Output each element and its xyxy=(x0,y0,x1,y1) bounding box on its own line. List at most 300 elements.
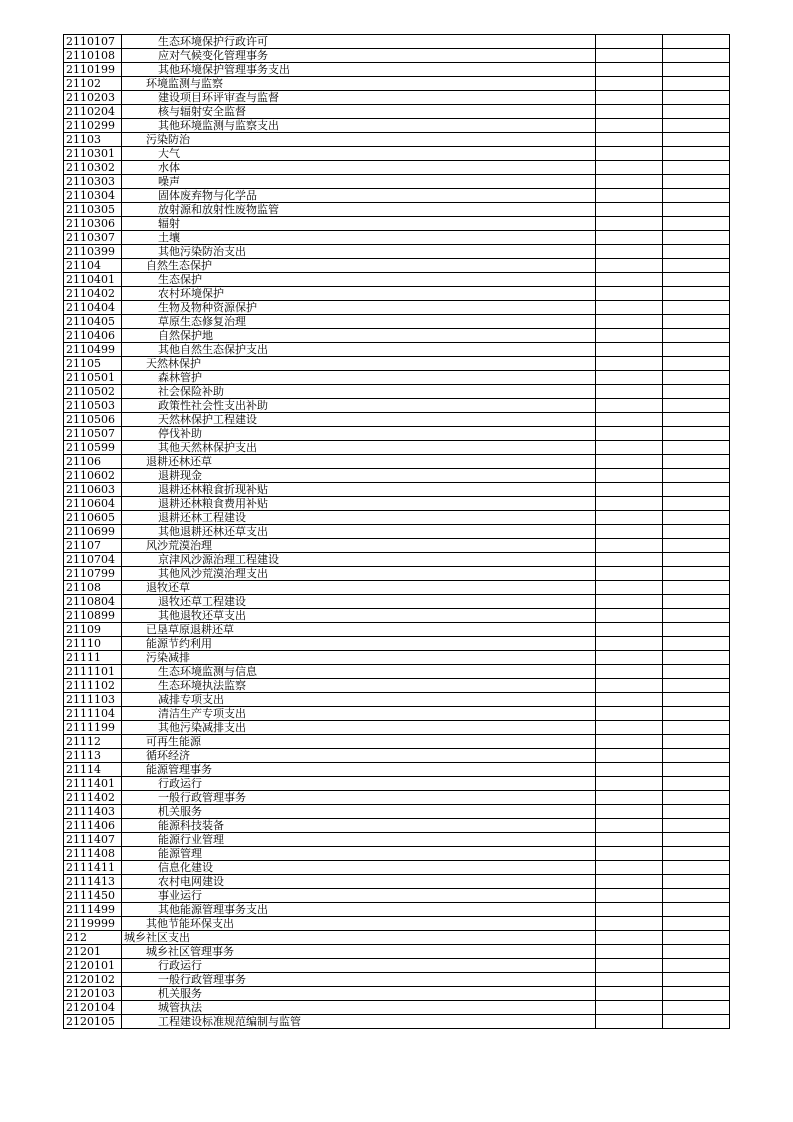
table-row xyxy=(64,105,730,119)
subject-code-cell: 21107 xyxy=(64,539,122,553)
amount-cell xyxy=(596,273,663,287)
table-row xyxy=(64,707,730,721)
amount-cell xyxy=(596,847,663,861)
table-row xyxy=(64,511,730,525)
subject-code-cell: 2111450 xyxy=(64,889,122,903)
table-row xyxy=(64,231,730,245)
note-cell xyxy=(663,63,730,77)
subject-name-cell: 事业运行 xyxy=(122,889,596,903)
note-cell xyxy=(663,35,730,49)
subject-name-cell: 退耕还林粮食折现补贴 xyxy=(122,483,596,497)
subject-name-cell: 其他风沙荒漠治理支出 xyxy=(122,567,596,581)
subject-code-cell: 2120103 xyxy=(64,987,122,1001)
table-row xyxy=(64,469,730,483)
amount-cell xyxy=(596,693,663,707)
subject-code-cell: 21106 xyxy=(64,455,122,469)
note-cell xyxy=(663,427,730,441)
amount-cell xyxy=(596,497,663,511)
subject-code-cell: 21111 xyxy=(64,651,122,665)
note-cell xyxy=(663,581,730,595)
subject-name-cell: 建设项目环评审查与监督 xyxy=(122,91,596,105)
amount-cell xyxy=(596,889,663,903)
amount-cell xyxy=(596,973,663,987)
note-cell xyxy=(663,161,730,175)
subject-name-cell: 污染防治 xyxy=(122,133,596,147)
table-row xyxy=(64,833,730,847)
note-cell xyxy=(663,133,730,147)
amount-cell xyxy=(596,133,663,147)
table-row xyxy=(64,287,730,301)
table-row xyxy=(64,637,730,651)
amount-cell xyxy=(596,189,663,203)
subject-code-cell: 2119999 xyxy=(64,917,122,931)
note-cell xyxy=(663,301,730,315)
table-row xyxy=(64,357,730,371)
note-cell xyxy=(663,609,730,623)
note-cell xyxy=(663,329,730,343)
subject-name-cell: 退耕还林工程建设 xyxy=(122,511,596,525)
table-row xyxy=(64,371,730,385)
amount-cell xyxy=(596,651,663,665)
note-cell xyxy=(663,987,730,1001)
note-cell xyxy=(663,861,730,875)
note-cell xyxy=(663,637,730,651)
subject-code-cell: 21108 xyxy=(64,581,122,595)
note-cell xyxy=(663,959,730,973)
subject-name-cell: 能源节约利用 xyxy=(122,637,596,651)
subject-code-cell: 21110 xyxy=(64,637,122,651)
subject-code-cell: 2111411 xyxy=(64,861,122,875)
subject-name-cell: 能源管理 xyxy=(122,847,596,861)
subject-name-cell: 生态环境监测与信息 xyxy=(122,665,596,679)
subject-name-cell: 能源管理事务 xyxy=(122,763,596,777)
subject-name-cell: 其他环境保护管理事务支出 xyxy=(122,63,596,77)
table-row xyxy=(64,147,730,161)
subject-code-cell: 21113 xyxy=(64,749,122,763)
amount-cell xyxy=(596,735,663,749)
subject-name-cell: 放射源和放射性废物监管 xyxy=(122,203,596,217)
subject-name-cell: 森林管护 xyxy=(122,371,596,385)
subject-code-cell: 2110299 xyxy=(64,119,122,133)
amount-cell xyxy=(596,105,663,119)
subject-code-cell: 2110503 xyxy=(64,399,122,413)
subject-code-cell: 2120101 xyxy=(64,959,122,973)
table-row xyxy=(64,203,730,217)
subject-name-cell: 生态保护 xyxy=(122,273,596,287)
note-cell xyxy=(663,847,730,861)
subject-name-cell: 应对气候变化管理事务 xyxy=(122,49,596,63)
amount-cell xyxy=(596,931,663,945)
subject-code-cell: 2110699 xyxy=(64,525,122,539)
subject-code-cell: 2110306 xyxy=(64,217,122,231)
amount-cell xyxy=(596,413,663,427)
amount-cell xyxy=(596,791,663,805)
note-cell xyxy=(663,385,730,399)
subject-name-cell: 其他污染防治支出 xyxy=(122,245,596,259)
subject-name-cell: 可再生能源 xyxy=(122,735,596,749)
subject-code-cell: 2110301 xyxy=(64,147,122,161)
table-row xyxy=(64,441,730,455)
subject-code-cell: 2110506 xyxy=(64,413,122,427)
subject-name-cell: 减排专项支出 xyxy=(122,693,596,707)
subject-code-cell: 2110204 xyxy=(64,105,122,119)
amount-cell xyxy=(596,917,663,931)
amount-cell xyxy=(596,707,663,721)
note-cell xyxy=(663,189,730,203)
subject-name-cell: 污染减排 xyxy=(122,651,596,665)
subject-name-cell: 噪声 xyxy=(122,175,596,189)
amount-cell xyxy=(596,665,663,679)
subject-name-cell: 其他节能环保支出 xyxy=(122,917,596,931)
subject-code-cell: 21102 xyxy=(64,77,122,91)
table-row xyxy=(64,749,730,763)
subject-name-cell: 能源科技装备 xyxy=(122,819,596,833)
subject-code-cell: 2110404 xyxy=(64,301,122,315)
note-cell xyxy=(663,693,730,707)
subject-code-cell: 2110605 xyxy=(64,511,122,525)
table-row xyxy=(64,917,730,931)
table-row xyxy=(64,273,730,287)
table-row xyxy=(64,525,730,539)
subject-name-cell: 退耕现金 xyxy=(122,469,596,483)
amount-cell xyxy=(596,455,663,469)
subject-code-cell: 2111104 xyxy=(64,707,122,721)
table-row xyxy=(64,847,730,861)
table-row xyxy=(64,63,730,77)
subject-code-cell: 21104 xyxy=(64,259,122,273)
subject-name-cell: 其他自然生态保护支出 xyxy=(122,343,596,357)
subject-name-cell: 固体废弃物与化学品 xyxy=(122,189,596,203)
table-row xyxy=(64,609,730,623)
amount-cell xyxy=(596,525,663,539)
subject-code-cell: 2111402 xyxy=(64,791,122,805)
amount-cell xyxy=(596,595,663,609)
subject-code-cell: 21201 xyxy=(64,945,122,959)
subject-name-cell: 能源行业管理 xyxy=(122,833,596,847)
note-cell xyxy=(663,441,730,455)
subject-name-cell: 社会保险补助 xyxy=(122,385,596,399)
subject-name-cell: 大气 xyxy=(122,147,596,161)
amount-cell xyxy=(596,637,663,651)
subject-code-cell: 2110499 xyxy=(64,343,122,357)
subject-code-cell: 2111401 xyxy=(64,777,122,791)
note-cell xyxy=(663,413,730,427)
subject-code-cell: 2120105 xyxy=(64,1015,122,1029)
subject-code-cell: 2110804 xyxy=(64,595,122,609)
amount-cell xyxy=(596,357,663,371)
subject-name-cell: 一般行政管理事务 xyxy=(122,973,596,987)
subject-code-cell: 2111408 xyxy=(64,847,122,861)
note-cell xyxy=(663,483,730,497)
table-row xyxy=(64,259,730,273)
amount-cell xyxy=(596,1015,663,1029)
note-cell xyxy=(663,371,730,385)
note-cell xyxy=(663,791,730,805)
amount-cell xyxy=(596,721,663,735)
note-cell xyxy=(663,49,730,63)
note-cell xyxy=(663,805,730,819)
subject-code-cell: 21105 xyxy=(64,357,122,371)
table-row xyxy=(64,679,730,693)
table-row xyxy=(64,777,730,791)
table-row xyxy=(64,413,730,427)
note-cell xyxy=(663,721,730,735)
subject-name-cell: 其他能源管理事务支出 xyxy=(122,903,596,917)
note-cell xyxy=(663,567,730,581)
amount-cell xyxy=(596,441,663,455)
subject-name-cell: 工程建设标准规范编制与监管 xyxy=(122,1015,596,1029)
subject-name-cell: 其他退耕还林还草支出 xyxy=(122,525,596,539)
amount-cell xyxy=(596,287,663,301)
note-cell xyxy=(663,357,730,371)
table-row xyxy=(64,91,730,105)
table-row xyxy=(64,399,730,413)
table-body xyxy=(64,35,730,1029)
table-row xyxy=(64,693,730,707)
subject-name-cell: 生态环境执法监察 xyxy=(122,679,596,693)
table-row xyxy=(64,889,730,903)
subject-name-cell: 核与辐射安全监督 xyxy=(122,105,596,119)
amount-cell xyxy=(596,63,663,77)
subject-code-cell: 2110899 xyxy=(64,609,122,623)
subject-name-cell: 城乡社区管理事务 xyxy=(122,945,596,959)
amount-cell xyxy=(596,567,663,581)
subject-code-cell: 2110405 xyxy=(64,315,122,329)
subject-code-cell: 2110402 xyxy=(64,287,122,301)
table-row xyxy=(64,861,730,875)
amount-cell xyxy=(596,203,663,217)
note-cell xyxy=(663,735,730,749)
subject-code-cell: 2110406 xyxy=(64,329,122,343)
amount-cell xyxy=(596,623,663,637)
note-cell xyxy=(663,259,730,273)
subject-code-cell: 2110799 xyxy=(64,567,122,581)
note-cell xyxy=(663,707,730,721)
subject-name-cell: 天然林保护工程建设 xyxy=(122,413,596,427)
amount-cell xyxy=(596,833,663,847)
note-cell xyxy=(663,245,730,259)
amount-cell xyxy=(596,805,663,819)
amount-cell xyxy=(596,777,663,791)
table-row xyxy=(64,903,730,917)
note-cell xyxy=(663,399,730,413)
note-cell xyxy=(663,931,730,945)
note-cell xyxy=(663,175,730,189)
table-row xyxy=(64,763,730,777)
subject-code-cell: 2110502 xyxy=(64,385,122,399)
subject-code-cell: 2120104 xyxy=(64,1001,122,1015)
subject-name-cell: 行政运行 xyxy=(122,777,596,791)
subject-name-cell: 其他退牧还草支出 xyxy=(122,609,596,623)
subject-code-cell: 2110304 xyxy=(64,189,122,203)
note-cell xyxy=(663,539,730,553)
amount-cell xyxy=(596,245,663,259)
subject-code-cell: 2111103 xyxy=(64,693,122,707)
subject-name-cell: 生态环境保护行政许可 xyxy=(122,35,596,49)
amount-cell xyxy=(596,539,663,553)
note-cell xyxy=(663,833,730,847)
subject-code-cell: 2111406 xyxy=(64,819,122,833)
amount-cell xyxy=(596,861,663,875)
subject-name-cell: 一般行政管理事务 xyxy=(122,791,596,805)
note-cell xyxy=(663,903,730,917)
table-row xyxy=(64,931,730,945)
table-row xyxy=(64,49,730,63)
note-cell xyxy=(663,287,730,301)
note-cell xyxy=(663,273,730,287)
subject-code-cell: 2110107 xyxy=(64,35,122,49)
note-cell xyxy=(663,973,730,987)
note-cell xyxy=(663,623,730,637)
table-row xyxy=(64,721,730,735)
note-cell xyxy=(663,763,730,777)
note-cell xyxy=(663,511,730,525)
subject-name-cell: 京津风沙源治理工程建设 xyxy=(122,553,596,567)
subject-code-cell: 2111413 xyxy=(64,875,122,889)
note-cell xyxy=(663,777,730,791)
amount-cell xyxy=(596,511,663,525)
amount-cell xyxy=(596,301,663,315)
table-row xyxy=(64,301,730,315)
subject-code-cell: 212 xyxy=(64,931,122,945)
subject-code-cell: 21103 xyxy=(64,133,122,147)
subject-name-cell: 土壤 xyxy=(122,231,596,245)
amount-cell xyxy=(596,231,663,245)
subject-name-cell: 水体 xyxy=(122,161,596,175)
subject-name-cell: 辐射 xyxy=(122,217,596,231)
subject-name-cell: 农村电网建设 xyxy=(122,875,596,889)
subject-name-cell: 停伐补助 xyxy=(122,427,596,441)
table-row xyxy=(64,539,730,553)
subject-code-cell: 2110307 xyxy=(64,231,122,245)
amount-cell xyxy=(596,819,663,833)
note-cell xyxy=(663,749,730,763)
subject-name-cell: 天然林保护 xyxy=(122,357,596,371)
subject-code-cell: 2111101 xyxy=(64,665,122,679)
table-row xyxy=(64,1001,730,1015)
subject-name-cell: 退耕还林粮食费用补贴 xyxy=(122,497,596,511)
amount-cell xyxy=(596,161,663,175)
subject-name-cell: 退耕还林还草 xyxy=(122,455,596,469)
subject-name-cell: 风沙荒漠治理 xyxy=(122,539,596,553)
note-cell xyxy=(663,77,730,91)
table-row xyxy=(64,483,730,497)
subject-name-cell: 其他污染减排支出 xyxy=(122,721,596,735)
subject-code-cell: 2111199 xyxy=(64,721,122,735)
note-cell xyxy=(663,917,730,931)
table-row xyxy=(64,497,730,511)
note-cell xyxy=(663,203,730,217)
note-cell xyxy=(663,231,730,245)
table-row xyxy=(64,245,730,259)
note-cell xyxy=(663,497,730,511)
amount-cell xyxy=(596,385,663,399)
amount-cell xyxy=(596,763,663,777)
subject-name-cell: 自然生态保护 xyxy=(122,259,596,273)
table-row xyxy=(64,567,730,581)
amount-cell xyxy=(596,119,663,133)
note-cell xyxy=(663,889,730,903)
amount-cell xyxy=(596,399,663,413)
table-row xyxy=(64,973,730,987)
subject-code-cell: 2110704 xyxy=(64,553,122,567)
subject-name-cell: 循环经济 xyxy=(122,749,596,763)
subject-code-cell: 21114 xyxy=(64,763,122,777)
table-row xyxy=(64,805,730,819)
amount-cell xyxy=(596,371,663,385)
table-row xyxy=(64,161,730,175)
subject-code-cell: 2110501 xyxy=(64,371,122,385)
subject-name-cell: 已垦草原退耕还草 xyxy=(122,623,596,637)
table-row xyxy=(64,651,730,665)
table-row xyxy=(64,959,730,973)
note-cell xyxy=(663,91,730,105)
subject-code-cell: 21112 xyxy=(64,735,122,749)
note-cell xyxy=(663,343,730,357)
subject-name-cell: 退牧还草 xyxy=(122,581,596,595)
table-row xyxy=(64,791,730,805)
amount-cell xyxy=(596,147,663,161)
subject-code-cell: 2110401 xyxy=(64,273,122,287)
note-cell xyxy=(663,147,730,161)
subject-code-cell: 2110302 xyxy=(64,161,122,175)
subject-name-cell: 行政运行 xyxy=(122,959,596,973)
table-row xyxy=(64,315,730,329)
table-row xyxy=(64,217,730,231)
table-row xyxy=(64,427,730,441)
amount-cell xyxy=(596,91,663,105)
subject-name-cell: 机关服务 xyxy=(122,805,596,819)
amount-cell xyxy=(596,553,663,567)
amount-cell xyxy=(596,175,663,189)
amount-cell xyxy=(596,1001,663,1015)
amount-cell xyxy=(596,875,663,889)
note-cell xyxy=(663,1001,730,1015)
table-row xyxy=(64,343,730,357)
amount-cell xyxy=(596,329,663,343)
note-cell xyxy=(663,1015,730,1029)
subject-code-cell: 2110108 xyxy=(64,49,122,63)
table-row xyxy=(64,455,730,469)
note-cell xyxy=(663,469,730,483)
subject-code-cell: 2111499 xyxy=(64,903,122,917)
table-row xyxy=(64,329,730,343)
note-cell xyxy=(663,105,730,119)
amount-cell xyxy=(596,959,663,973)
note-cell xyxy=(663,119,730,133)
table-row xyxy=(64,665,730,679)
table-row xyxy=(64,553,730,567)
subject-name-cell: 农村环境保护 xyxy=(122,287,596,301)
table-row xyxy=(64,945,730,959)
amount-cell xyxy=(596,343,663,357)
subject-code-cell: 2110303 xyxy=(64,175,122,189)
amount-cell xyxy=(596,259,663,273)
table-row xyxy=(64,819,730,833)
amount-cell xyxy=(596,77,663,91)
amount-cell xyxy=(596,609,663,623)
table-row xyxy=(64,987,730,1001)
subject-code-cell: 2110399 xyxy=(64,245,122,259)
table-row xyxy=(64,623,730,637)
amount-cell xyxy=(596,217,663,231)
table-row xyxy=(64,189,730,203)
table-row xyxy=(64,581,730,595)
note-cell xyxy=(663,525,730,539)
subject-name-cell: 城管执法 xyxy=(122,1001,596,1015)
subject-name-cell: 草原生态修复治理 xyxy=(122,315,596,329)
note-cell xyxy=(663,875,730,889)
